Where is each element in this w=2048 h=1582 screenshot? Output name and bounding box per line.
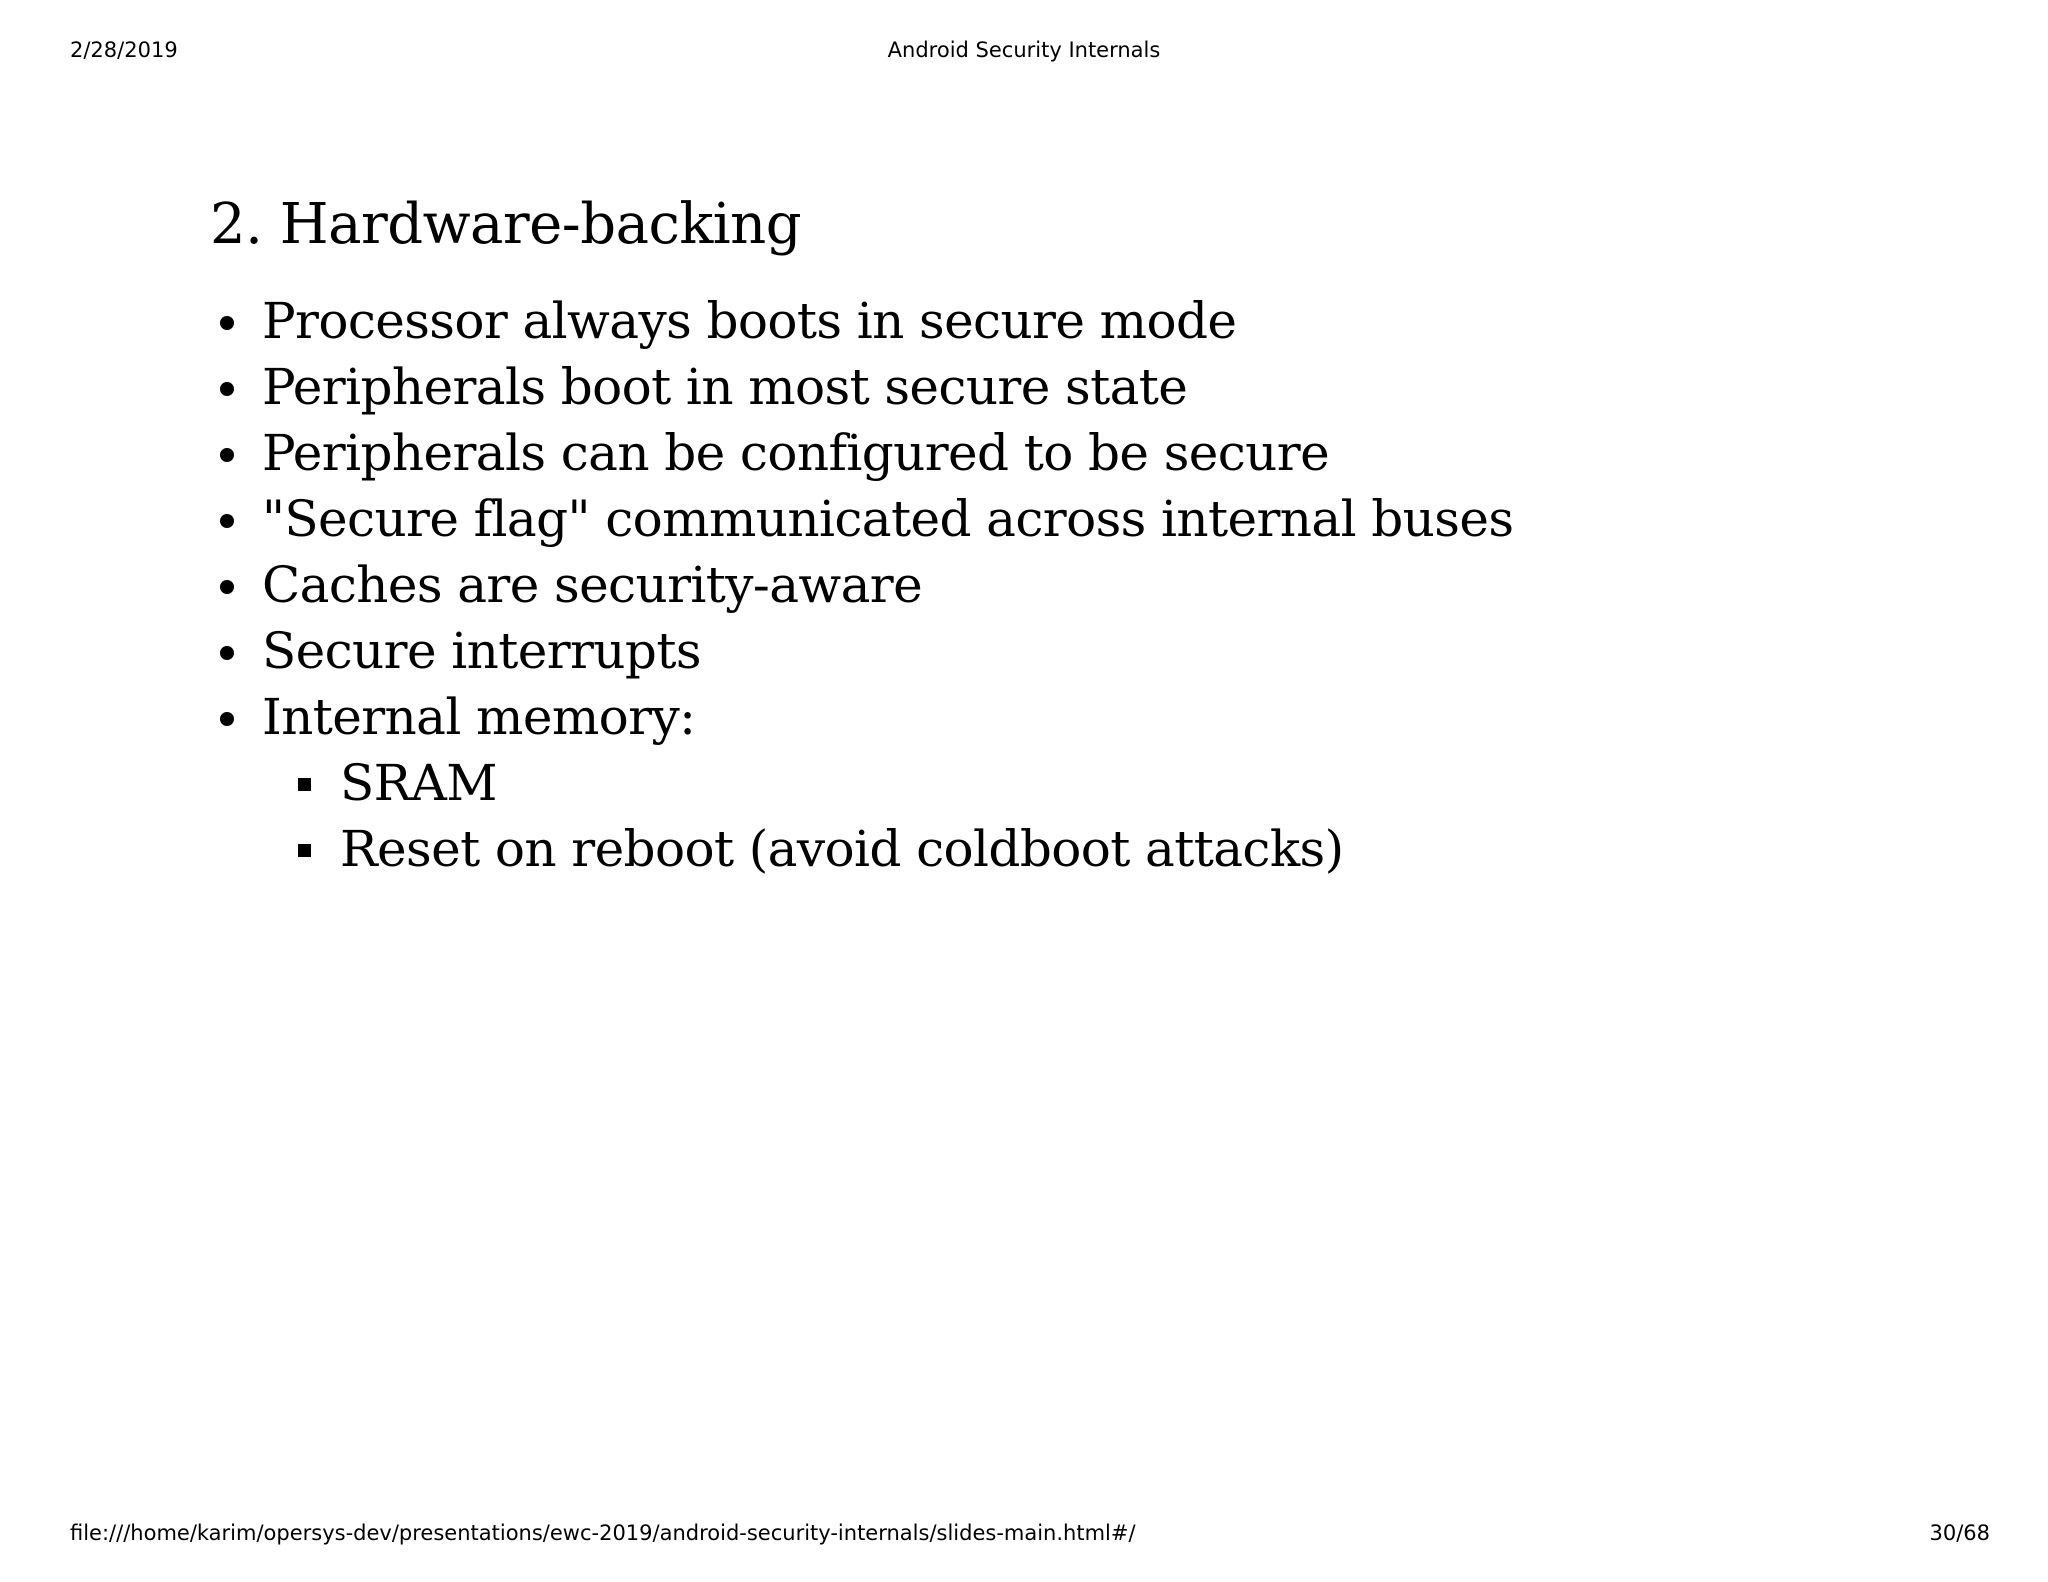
- list-item: [210, 354, 1910, 420]
- page-number: 30/68: [1929, 1521, 1990, 1545]
- document-title: Android Security Internals: [887, 38, 1161, 62]
- file-url: file:///home/karim/opersys-dev/presentations/ewc-2019/android-security-internals/slides-main.html#/: [70, 1521, 1136, 1545]
- list-item-text: Peripherals boot in most secure state: [262, 358, 1188, 416]
- print-date: 2/28/2019: [70, 38, 178, 62]
- bullet-disc-icon: [220, 580, 234, 594]
- bullet-square-icon: [298, 778, 311, 791]
- print-header: [0, 38, 2048, 66]
- bullet-disc-icon: [220, 448, 234, 462]
- sub-list-item: [210, 750, 1910, 816]
- list-item-text: Peripherals can be configured to be secure: [262, 424, 1330, 482]
- list-item: [210, 288, 1910, 354]
- list-item-text: Processor always boots in secure mode: [262, 292, 1237, 350]
- list-item: [210, 618, 1910, 684]
- list-item: [210, 552, 1910, 618]
- sub-list-item-text: SRAM: [340, 754, 497, 812]
- bullet-disc-icon: [220, 382, 234, 396]
- bullet-disc-icon: [220, 514, 234, 528]
- list-item: [210, 420, 1910, 486]
- list-item-text: Secure interrupts: [262, 622, 701, 680]
- bullet-list: [210, 288, 1910, 750]
- bullet-disc-icon: [220, 712, 234, 726]
- bullet-disc-icon: [220, 646, 234, 660]
- list-item-text: "Secure flag" communicated across internal buses: [262, 490, 1514, 548]
- slide-title: 2. Hardware-backing: [210, 192, 802, 257]
- list-item: [210, 486, 1910, 552]
- sub-list-item-text: Reset on reboot (avoid coldboot attacks): [340, 820, 1344, 878]
- bullet-square-icon: [298, 844, 311, 857]
- list-item: [210, 684, 1910, 750]
- slide-content: [210, 186, 1910, 882]
- sub-bullet-list: [210, 750, 1910, 882]
- bullet-disc-icon: [220, 316, 234, 330]
- list-item-text: Caches are security-aware: [262, 556, 923, 614]
- print-footer: [0, 1521, 2048, 1549]
- sub-list-item: [210, 816, 1910, 882]
- list-item-text: Internal memory:: [262, 688, 696, 746]
